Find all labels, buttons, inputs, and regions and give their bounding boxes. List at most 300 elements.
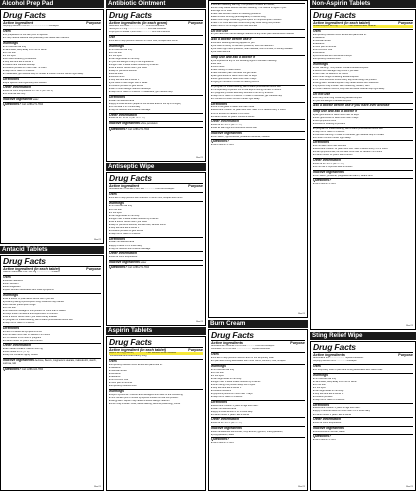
drug-facts-heading: Drug Facts bbox=[109, 337, 152, 347]
drug-facts-heading: Drug Facts bbox=[313, 10, 356, 20]
section-heading: Inactive ingredients bbox=[211, 425, 242, 430]
drug-facts-box bbox=[0, 9, 104, 244]
section-heading: Uses bbox=[109, 192, 117, 197]
section-line: ■ Liver warning: This product contains acetaminophen. bbox=[313, 67, 413, 70]
inactive-heading: Inactive ingredients bbox=[109, 259, 140, 264]
section bbox=[211, 85, 305, 101]
questions-heading: Questions? bbox=[109, 265, 128, 270]
section bbox=[211, 400, 305, 417]
panel-aspirin-tablets bbox=[106, 327, 206, 491]
section-line: ■ for preparation of the skin prior to injection bbox=[3, 34, 101, 37]
panel-non-aspirin-tablets bbox=[310, 0, 416, 330]
purpose-label: Purpose bbox=[188, 21, 203, 26]
section-line: ■ for external use only bbox=[3, 93, 101, 96]
drug-facts-heading: Drug Facts bbox=[109, 10, 152, 20]
section-line: ■ backache bbox=[313, 43, 413, 46]
section-line: ■ do not take more than 15 tablets in 24 hours bbox=[3, 334, 101, 337]
section bbox=[3, 41, 101, 76]
section-line: ■ fever gets worse or lasts more than 3 days bbox=[313, 117, 413, 120]
section-line: ■ clean the affected area bbox=[211, 408, 305, 411]
section-line: ■ in the eyes bbox=[3, 55, 101, 58]
section bbox=[109, 359, 203, 388]
questions-heading: Questions? bbox=[109, 126, 128, 131]
questions-text: Call 1-888-271-7834 bbox=[127, 267, 150, 270]
section-line: ■ symptoms persist for more than 7 days bbox=[211, 393, 305, 396]
active-ingredient-label: Active ingredients bbox=[313, 353, 345, 358]
active-ingredient-line: Benzalkonium chloride 0.13% w/w ............ First Aid Antiseptic bbox=[211, 345, 275, 348]
section-heading: Uses bbox=[109, 359, 117, 364]
section-line: ■ temporarily relieves minor aches and pains due to: bbox=[109, 364, 203, 367]
section-line: ■ store at room temperature bbox=[313, 422, 413, 425]
drug-facts-heading: Drug Facts bbox=[3, 256, 46, 266]
section bbox=[3, 326, 101, 343]
section-line: ■ with other drugs containing acetaminophen bbox=[313, 76, 413, 79]
active-ingredient-label: Active ingredient (in each tablet) bbox=[3, 267, 60, 272]
section-heading: Directions bbox=[3, 76, 20, 81]
section-line: ■ Stop use and ask a doctor if bbox=[109, 79, 203, 82]
section-line: ■ take more or for a longer time than directed bbox=[211, 25, 305, 28]
section-line: ■ store at room temperature 15°-30°C (59°-86°F) bbox=[3, 90, 101, 93]
section-line: ■ clean the affected area bbox=[109, 100, 203, 103]
section-line: ■ store at 20°-25°C (68°-77°F) bbox=[211, 124, 305, 127]
section-line: ■ Flammable, keep away from fire or flame bbox=[3, 49, 101, 52]
section-heading: Questions? bbox=[313, 434, 332, 439]
section bbox=[211, 417, 305, 425]
section-line: ■ store at 20°-25°C (68°-77°F) bbox=[313, 163, 413, 166]
section bbox=[313, 92, 413, 103]
questions-line bbox=[109, 265, 203, 270]
section-line: ■ relieves heartburn bbox=[3, 280, 101, 283]
section-heading: Directions bbox=[109, 236, 126, 241]
section bbox=[109, 389, 203, 406]
active-ingredient-label: Active ingredient (in each tablet) bbox=[313, 21, 370, 26]
section-line: ■ headache bbox=[313, 37, 413, 40]
section-line: ■ have 3 or more alcoholic drinks every day while using this product bbox=[211, 22, 305, 25]
purpose-label: Purpose bbox=[86, 21, 101, 26]
section-line: ■ have bloody or black stools bbox=[211, 69, 305, 72]
panel-sting-relief-wipe bbox=[310, 332, 416, 491]
section-line: ■ over large areas of the body bbox=[109, 215, 203, 218]
section-line: ■ in the eyes bbox=[313, 387, 413, 390]
section-line: ■ chew 2-4 tablets as symptoms occur bbox=[3, 331, 101, 334]
section-line: ■ Keep out of reach of children. bbox=[313, 399, 413, 402]
section-line: ■ Allergy alert: Aspirin may cause a severe allergic reaction bbox=[109, 400, 203, 403]
section-line: ■ rash or other allergic reaction develops bbox=[109, 88, 203, 91]
section-line: ■ have stomach pain that does not get better bbox=[211, 72, 305, 75]
inactive-heading: Inactive ingredients bbox=[3, 357, 34, 362]
section-line: ■ have had stomach ulcers or bleeding problems bbox=[211, 13, 305, 16]
section-line: ■ a Poison Control Center right away. bbox=[313, 137, 413, 140]
section-line: ■ while symptoms last; do not take more than 12 tablets in 24 hours bbox=[313, 151, 413, 154]
section-line: ■ Keep out of reach of children. bbox=[313, 131, 413, 134]
section-line: ■ premenstrual and menstrual cramps bbox=[313, 55, 413, 58]
panel-antiseptic-wipe bbox=[106, 163, 206, 326]
section-line: ■ irritation and redness develop bbox=[3, 64, 101, 67]
section bbox=[3, 85, 101, 96]
panel-title: Burn Cream bbox=[208, 320, 308, 328]
section-heading: Other information bbox=[3, 343, 31, 348]
section-line: ■ feel faint bbox=[211, 63, 305, 66]
section bbox=[313, 109, 413, 126]
section-line: ■ Keep out of reach of children. bbox=[3, 70, 101, 73]
section-line: ■ children under 12 years: consult a doctor bbox=[211, 116, 305, 119]
section-line: ■ if you have ever had an allergic reaction to any other pain reliever/fever reducer bbox=[211, 33, 305, 36]
section-line: ■ read all warnings and directions before use bbox=[211, 127, 305, 130]
drug-facts-heading: Drug Facts bbox=[313, 342, 356, 352]
section bbox=[211, 102, 305, 119]
section-heading: Ask a doctor before use if you have liver disease bbox=[313, 103, 390, 108]
section-heading: Inactive ingredients bbox=[313, 425, 344, 430]
section-heading: Inactive ingredients bbox=[313, 169, 344, 174]
section-line: ■ in the eyes bbox=[109, 212, 203, 215]
active-ingredient-label: Active ingredients bbox=[211, 341, 243, 346]
section-line: ■ children under 2 years: ask a doctor bbox=[211, 414, 305, 417]
section-line: ■ temporarily reduces fever bbox=[313, 58, 413, 61]
section-line: ■ store at 20°-25°C (68°-77°F) bbox=[211, 422, 305, 425]
section-line: ■ of pain and itching associated with minor burns, sunburn, cuts, scrapes bbox=[211, 360, 305, 363]
section-line: ■ Call 1-888-271-7834 bbox=[211, 144, 305, 147]
section-line: ■ longer than 1 week unless directed by a doctor bbox=[211, 381, 305, 384]
section-line: ■ muscular aches bbox=[109, 370, 203, 373]
section-line: ■ store below 25°C (77°F) bbox=[3, 351, 101, 354]
revision-code: Rev.21 bbox=[298, 485, 305, 488]
section-line: ■ Keep out of reach of children. bbox=[3, 322, 101, 325]
section-heading: Ask a doctor before use if bbox=[211, 37, 252, 42]
section bbox=[313, 373, 413, 402]
section-line: ■ minor pain of arthritis bbox=[313, 46, 413, 49]
active-ingredient-line: Bacitracin 400 units ........................ First Aid Antibiotic bbox=[109, 25, 165, 28]
section-line: ■ For external use only bbox=[211, 369, 305, 372]
active-ingredient-line: Aspirin 325 mg (NSAID)* ................ Pain Reliever/Fever Reducer bbox=[109, 352, 203, 355]
section-line: ■ take other drugs containing prescription or nonprescription NSAIDs bbox=[211, 19, 305, 22]
section-line: ■ 3 or more alcoholic drinks every day while using this product bbox=[313, 79, 413, 82]
section bbox=[3, 77, 101, 85]
section bbox=[3, 343, 101, 357]
section-line: ■ redness or swelling is present bbox=[313, 123, 413, 126]
section bbox=[313, 364, 413, 372]
section-line: ■ corn starch, povidone, pregelatinized starch, stearic acid bbox=[313, 175, 413, 178]
section-line: ■ Call 1-888-271-7834 bbox=[313, 439, 413, 442]
section-line: ■ may be covered with a sterile bandage bbox=[109, 248, 203, 251]
section-line: ■ condition worsens bbox=[211, 390, 305, 393]
section-heading: Do not use bbox=[313, 91, 331, 96]
section-line: ■ over large areas of the body bbox=[313, 390, 413, 393]
drug-facts-heading: Drug Facts bbox=[211, 330, 254, 340]
active-ingredient-line: Lidocaine HCl 0.5% w/w ...................... Topical Anesthetic bbox=[211, 348, 271, 351]
section bbox=[211, 131, 305, 139]
inactive-ingredients bbox=[109, 260, 203, 265]
questions-text: Call 1-888-271-7834 bbox=[127, 128, 150, 131]
section bbox=[109, 44, 203, 95]
purpose-label: Purpose bbox=[86, 267, 101, 272]
section-heading: Stop use and ask a doctor if bbox=[211, 54, 255, 59]
panel-alcohol-prep-pad bbox=[0, 0, 104, 244]
active-ingredient-line: Benzalkonium Chloride 0.13% w/v ............... First Aid Antiseptic bbox=[109, 188, 175, 191]
section-heading: Other information bbox=[109, 251, 137, 256]
section-line: ■ children under 12 years: ask a doctor bbox=[3, 340, 101, 343]
section-heading: Warnings bbox=[313, 372, 328, 377]
purpose-label: Purpose bbox=[188, 184, 203, 189]
drug-facts-box bbox=[208, 329, 308, 491]
questions-line bbox=[109, 127, 203, 132]
section bbox=[313, 403, 413, 417]
panel-burn-cream bbox=[208, 320, 308, 491]
section bbox=[109, 113, 203, 121]
section-line: ■ the common cold bbox=[109, 379, 203, 382]
section-line: ■ Do not use bbox=[109, 209, 203, 212]
section-heading: Uses bbox=[211, 352, 219, 357]
section-line: ■ except under the advice and supervision of a doctor. bbox=[3, 313, 101, 316]
section-line: ■ children under 2 years: ask a doctor bbox=[313, 414, 413, 417]
section-line: ■ are age 60 or older bbox=[211, 10, 305, 13]
section-line: ■ If pregnant or breast-feeding, ask a health professional before use. bbox=[211, 86, 305, 89]
revision-code: Rev.21 bbox=[196, 320, 203, 323]
section bbox=[313, 158, 413, 169]
section-line: ■ It is especially important not to use aspirin during the last 3 months bbox=[211, 89, 305, 92]
active-ingredient-line: Acetaminophen 325 mg ............... Pain reliever/fever reducer bbox=[313, 25, 413, 28]
section-line: ■ if you are allergic to acetaminophen bbox=[313, 100, 413, 103]
section-line: ■ Ask a doctor before use if you have bbox=[109, 67, 203, 70]
section-line: ■ temporarily reduces fever bbox=[109, 385, 203, 388]
section-line: ■ corn starch, hypromellose, powdered cellulose, triacetin bbox=[211, 136, 305, 139]
section-heading: Uses bbox=[3, 275, 11, 280]
section-heading: Questions? bbox=[313, 178, 332, 183]
section-heading: Uses bbox=[313, 364, 321, 369]
section bbox=[109, 35, 203, 43]
section-line: ■ which may include: hives, facial swelling, asthma (wheezing), shock bbox=[109, 403, 203, 406]
section-heading: Uses bbox=[3, 29, 11, 34]
section-line: ■ For external use only bbox=[109, 205, 203, 208]
section-line: ■ minor pain of arthritis bbox=[109, 382, 203, 385]
section-line: ■ pain gets worse or lasts more than 10 days bbox=[211, 75, 305, 78]
revision-code: Rev.21 bbox=[94, 485, 101, 488]
questions-text: Call 1-888-424-7650 bbox=[21, 368, 44, 371]
panel-title: Antacid Tablets bbox=[0, 246, 104, 254]
inactive-text: white petrolatum bbox=[140, 123, 158, 126]
section-line: ■ for temporary relief of pain and itching associated with insect bites bbox=[313, 369, 413, 372]
purpose-label: Purpose bbox=[398, 353, 413, 358]
panel-title: Antiseptic Wipe bbox=[106, 163, 206, 171]
section-line: ■ apply a small amount (equal to the surface area of the tip of a finger) bbox=[109, 103, 203, 106]
section-line: ■ Keep out of reach of children. bbox=[211, 396, 305, 399]
section bbox=[211, 37, 305, 54]
section-heading: Directions bbox=[211, 101, 228, 106]
inactive-ingredients bbox=[3, 358, 101, 366]
inactive-text: water bbox=[32, 98, 39, 101]
section bbox=[211, 364, 305, 399]
section bbox=[313, 434, 413, 442]
section-line: ■ Ask a doctor before use if you have bbox=[109, 221, 203, 224]
section-heading: Warnings bbox=[109, 200, 124, 205]
section bbox=[313, 170, 413, 178]
drug-facts-box bbox=[310, 341, 416, 491]
section bbox=[211, 426, 305, 437]
section-line: ■ keep the container tightly closed bbox=[3, 354, 101, 357]
section-heading: Other information bbox=[313, 158, 341, 163]
section-line: ■ muscular aches bbox=[313, 40, 413, 43]
section-line: ■ over large areas of the body bbox=[211, 378, 305, 381]
revision-code: Rev.21 bbox=[406, 485, 413, 488]
section bbox=[313, 103, 413, 108]
section-line: ■ first aid to help prevent infection and for the temporary relief bbox=[211, 357, 305, 360]
section bbox=[313, 29, 413, 61]
section bbox=[313, 178, 413, 186]
section-line: ■ When using this product keep out of eyes bbox=[211, 384, 305, 387]
panel-title: Sting Relief Wipe bbox=[310, 332, 416, 340]
section-line: ■ of pregnancy unless definitely directed to do so by a doctor. bbox=[211, 92, 305, 95]
section-line: ■ clean the affected area bbox=[109, 241, 203, 244]
panel-aspirin-continued bbox=[208, 0, 308, 318]
section bbox=[313, 127, 413, 140]
revision-code: Rev.21 bbox=[406, 324, 413, 327]
section-line: ■ you need to use longer than 1 week bbox=[109, 82, 203, 85]
section-line: ■ serious burns bbox=[109, 76, 203, 79]
section-line: ■ do not take more than directed bbox=[313, 145, 413, 148]
section-line: ■ take a blood thinning (anticoagulant) or steroid drug bbox=[211, 16, 305, 19]
section-line: ■ with electrocautery procedures bbox=[3, 58, 101, 61]
active-ingredient-label: Active ingredient bbox=[3, 21, 33, 26]
section bbox=[211, 352, 305, 363]
section-heading: Warnings bbox=[3, 292, 18, 297]
drug-facts-heading: Drug Facts bbox=[3, 10, 46, 20]
section-heading: Questions? bbox=[211, 139, 230, 144]
section-line: ■ Stop use and ask a doctor if bbox=[313, 393, 413, 396]
section bbox=[211, 139, 305, 147]
section-line: ■ condition persists or gets worse bbox=[109, 230, 203, 233]
section-heading: Warnings bbox=[211, 363, 226, 368]
active-ingredient-line: Isopropyl alcohol 60% ............... Antiseptic bbox=[313, 360, 357, 363]
section-heading: Directions bbox=[211, 399, 228, 404]
questions-text: Call 1-888-271-7834 bbox=[21, 104, 44, 107]
inactive-heading: Inactive ingredient bbox=[3, 96, 33, 101]
section-line: ■ Call 1-888-271-7834 bbox=[211, 442, 305, 445]
section-heading: Directions bbox=[313, 402, 330, 407]
section-line: ■ temporarily relieves minor aches and pains due to: bbox=[313, 34, 413, 37]
panel-antibiotic-ointment bbox=[106, 0, 206, 162]
active-ingredient-line: Calcium carbonate USP 500 mg ...................... Antacid bbox=[3, 271, 60, 274]
section-heading: Warnings bbox=[313, 61, 328, 66]
section-line: ■ If pregnant or breast-feeding, ask a health professional before use. bbox=[3, 319, 101, 322]
section bbox=[313, 426, 413, 434]
section-line: ■ Keep out of reach of children. bbox=[109, 233, 203, 236]
section-line: ■ condition persists for more than 72 hours bbox=[3, 67, 101, 70]
section-heading: Other information bbox=[211, 417, 239, 422]
section-line: ■ store at 20° to 25°C (68° to 77°F) bbox=[109, 117, 203, 120]
section-line: ■ Ask a doctor before use if you have kidney disease bbox=[3, 316, 101, 319]
section-heading: Inactive ingredients bbox=[211, 130, 242, 135]
active-ingredient-label: Active ingredient (in each tablet) bbox=[109, 348, 166, 353]
drug-facts-box bbox=[106, 336, 206, 491]
section-line: ■ backache bbox=[109, 376, 203, 379]
drug-facts-heading: Drug Facts bbox=[109, 173, 152, 183]
panel-antacid-tablets bbox=[0, 246, 104, 491]
section-line: ■ with any other drug containing acetaminophen bbox=[313, 97, 413, 100]
section-line: ■ Do not use bbox=[109, 52, 203, 55]
section bbox=[211, 29, 305, 37]
section-line: ■ if you are allergic to any of the ingredients bbox=[109, 61, 203, 64]
questions-line bbox=[3, 367, 101, 372]
section-line: ■ the maximum dosage of this product for more than 2 weeks bbox=[3, 310, 101, 313]
section-heading: Questions? bbox=[211, 437, 230, 442]
section-line: ■ adults and children 12 years and over: take 2 tablets every 4 to 6 hours bbox=[313, 148, 413, 151]
section-line: ■ ringing in the ears or a loss of hearing occurs bbox=[211, 81, 305, 84]
active-ingredient-label: Active ingredient bbox=[109, 184, 139, 189]
active-ingredient-line: Neomycin 3.5 mg .............................. First Aid Antibiotic bbox=[109, 28, 167, 31]
section-line: ■ first aid to help prevent infection in minor cuts, scrapes and burns bbox=[109, 40, 203, 43]
section-heading: Directions bbox=[3, 325, 20, 330]
section-line: ■ from chicken pox or flu-like symptoms should not use this product. bbox=[109, 397, 203, 400]
section-line: ■ store at room temperature bbox=[109, 256, 203, 259]
section-line: ■ presently taking a prescription drug. Antacids may interact bbox=[3, 301, 101, 304]
section-heading: Warnings bbox=[3, 40, 18, 45]
section-line: ■ condition persists or gets worse bbox=[109, 85, 203, 88]
revision-code: Rev.21 bbox=[196, 156, 203, 159]
section-line: ■ or 10 tablets in 24 hours if pregnant bbox=[3, 337, 101, 340]
section-line: ■ acid indigestion bbox=[3, 286, 101, 289]
section-line: ■ Keep out of reach of children. In case of overdose, get medical help bbox=[211, 95, 305, 98]
section-line: ■ Allergy alert: acetaminophen may cause severe skin reactions. bbox=[313, 82, 413, 85]
purpose-label: Purpose bbox=[290, 341, 305, 346]
section bbox=[109, 192, 203, 200]
section-heading: Use bbox=[109, 35, 116, 40]
section-line: ■ Reye's syndrome: Children and teenagers who have or are recovering bbox=[109, 394, 203, 397]
section-line: ■ adults and children 2 years of age and older: bbox=[313, 407, 413, 410]
section-line: ■ propylparaben, water bbox=[211, 434, 305, 437]
section-line: ■ you have high blood pressure, heart disease, liver cirrhosis, or kidney disease bbox=[211, 48, 305, 51]
section-heading: Directions bbox=[313, 140, 330, 145]
section-line: ■ each tablet contains: calcium 200 mg bbox=[3, 348, 101, 351]
section bbox=[211, 3, 305, 28]
section-line: ■ you have asthma bbox=[211, 51, 305, 54]
section-line: ■ not to exceed 12 tablets in 24 hours bbox=[211, 113, 305, 116]
section-line: ■ Stomach bleeding warning: This product contains an NSAID, bbox=[211, 4, 305, 7]
inactive-heading: Inactive ingredients bbox=[109, 121, 140, 126]
section-line: ■ Symptoms may include: skin reddening, blisters, rash bbox=[313, 85, 413, 88]
section-line: ■ to help reduce bacteria that potentially can cause skin infection bbox=[3, 37, 101, 40]
panel-title: Aspirin Tablets bbox=[106, 327, 206, 335]
section-heading: Other information bbox=[211, 119, 239, 124]
section-line: ■ If pregnant or breast-feeding, ask a health professional before use. bbox=[313, 128, 413, 131]
section-line: ■ Keep out of reach of children. If swallowed, get medical help. bbox=[109, 91, 203, 94]
section-line: ■ apply a small amount 1 to 3 times daily bbox=[211, 411, 305, 414]
questions-heading: Questions? bbox=[3, 366, 22, 371]
section-line: ■ toothache bbox=[313, 52, 413, 55]
purpose-label: Purpose bbox=[188, 348, 203, 353]
active-ingredient-line: Benzocaine 6% ...................... Topical Anesthetic bbox=[313, 357, 364, 360]
section-line: ■ Overdose warning: In case of overdose, get medical help or contact bbox=[313, 134, 413, 137]
panel-title: Alcohol Prep Pad bbox=[0, 0, 104, 8]
drug-facts-box bbox=[106, 9, 206, 162]
section-line: ■ For external use only bbox=[3, 46, 101, 49]
active-ingredient-line: *nonsteroidal anti-inflammatory drug bbox=[109, 355, 147, 358]
section-line: ■ headache bbox=[109, 367, 203, 370]
section-heading: Other information bbox=[109, 112, 137, 117]
section bbox=[3, 275, 101, 292]
panel-title: Antibiotic Ointment bbox=[106, 0, 206, 8]
section-line: ■ fever gets worse or lasts more than 3 days bbox=[211, 78, 305, 81]
section bbox=[211, 437, 305, 445]
section-line: ■ which may cause severe stomach bleeding. The chance is higher if you: bbox=[211, 7, 305, 10]
inactive-text: water bbox=[140, 261, 147, 264]
revision-code: Rev.21 bbox=[94, 238, 101, 241]
drug-facts-box bbox=[310, 9, 416, 330]
section-heading: Warnings bbox=[109, 43, 124, 48]
section-line: ■ in the eyes bbox=[109, 55, 203, 58]
section-line: ■ animal bites bbox=[109, 73, 203, 76]
inactive-ingredients bbox=[109, 121, 203, 126]
section-line: ■ If swallowed, get medical help or contact a Poison Control Center right away. bbox=[3, 73, 101, 76]
section bbox=[3, 29, 101, 40]
